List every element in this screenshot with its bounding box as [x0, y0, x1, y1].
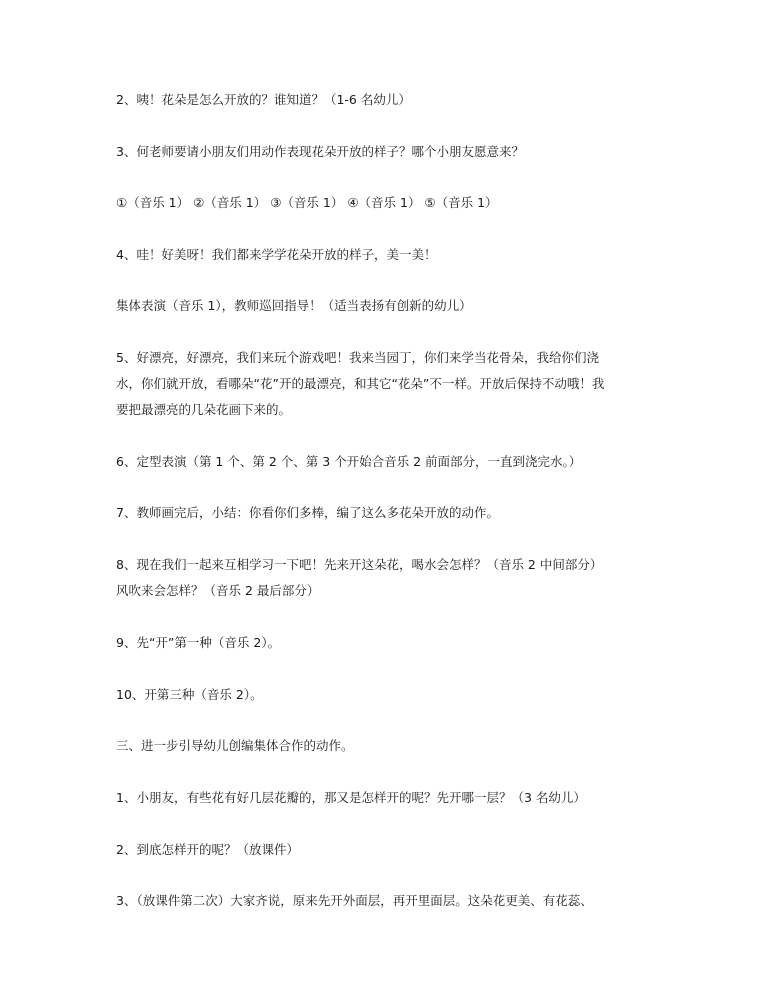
text-line: 2、到底怎样开的呢？（放课件） — [116, 842, 299, 857]
text-line: 3、（放课件第二次）大家齐说，原来先开外面层，再开里面层。这朵花更美、有花蕊、 — [116, 893, 593, 908]
text-line: ①（音乐 1） ②（音乐 1） ③（音乐 1） ④（音乐 1） ⑤（音乐 1） — [116, 195, 498, 210]
paragraph-8 — [116, 500, 656, 526]
text-line: 7、教师画完后，小结：你看你们多棒，编了这么多花朵开放的动作。 — [116, 505, 499, 520]
paragraph-7 — [116, 449, 656, 475]
paragraph-2 — [116, 139, 656, 165]
paragraph-11 — [116, 682, 656, 708]
text-line: 3、何老师要请小朋友们用动作表现花朵开放的样子？哪个小朋友愿意来？ — [116, 144, 524, 159]
paragraph-6 — [116, 345, 656, 423]
paragraph-10 — [116, 630, 656, 656]
paragraph-1 — [116, 87, 656, 113]
paragraph-12 — [116, 785, 656, 811]
text-line: 10、开第三种（音乐 2）。 — [116, 687, 263, 702]
paragraph-9 — [116, 552, 656, 604]
text-line: 5、好漂亮，好漂亮，我们来玩个游戏吧！我来当园丁，你们来学当花骨朵，我给你们浇 — [116, 350, 599, 365]
paragraph-5 — [116, 293, 656, 319]
text-line: 2、咦！花朵是怎么开放的？谁知道？（1-6 名幼儿） — [116, 92, 411, 107]
text-line: 水，你们就开放，看哪朵“花”开的最漂亮，和其它“花朵”不一样。开放后保持不动哦！我 — [116, 376, 605, 391]
paragraph-3 — [116, 190, 656, 216]
text-line: 6、定型表演（第 1 个、第 2 个、第 3 个开始合音乐 2 前面部分，一直到浇完水。） — [116, 454, 582, 469]
text-line: 集体表演（音乐 1），教师巡回指导！（适当表扬有创新的幼儿） — [116, 298, 472, 313]
text-line: 风吹来会怎样？（音乐 2 最后部分） — [116, 583, 320, 598]
text-line: 要把最漂亮的几朵花画下来的。 — [116, 402, 292, 417]
text-line: 1、小朋友，有些花有好几层花瓣的，那又是怎样开的呢？先开哪一层？（3 名幼儿） — [116, 790, 586, 805]
text-line: 三、进一步引导幼儿创编集体合作的动作。 — [116, 738, 354, 753]
text-line: 4、哇！好美呀！我们都来学学花朵开放的样子，美一美！ — [116, 247, 437, 262]
text-line: 9、先“开”第一种（音乐 2）。 — [116, 635, 281, 650]
paragraph-14 — [116, 888, 656, 914]
text-line: 8、现在我们一起来互相学习一下吧！先来开这朵花，喝水会怎样？（音乐 2 中间部分） — [116, 557, 603, 572]
section-heading — [116, 733, 656, 759]
paragraph-13 — [116, 837, 656, 863]
paragraph-4 — [116, 242, 656, 268]
